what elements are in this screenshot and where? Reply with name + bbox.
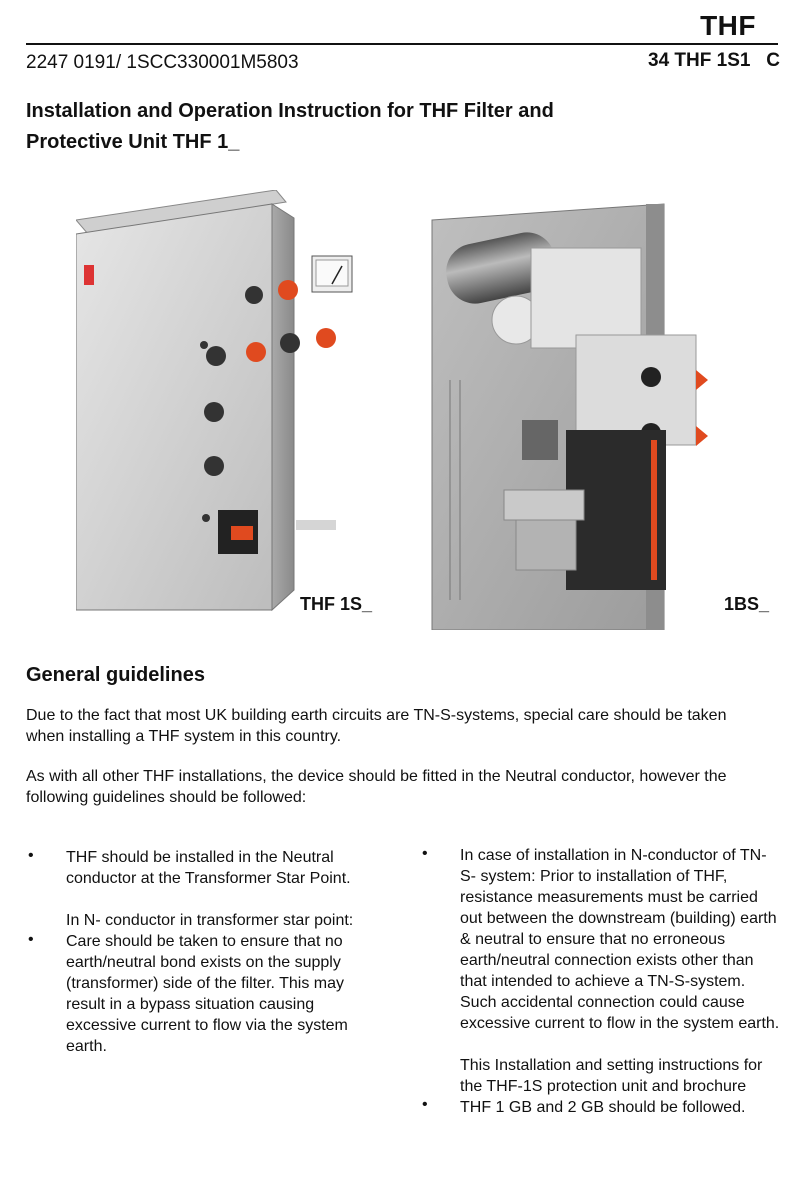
list-item: In case of installation in N-conductor of TN-S- system: Prior to installation of THF, resistance measurements must be carried out between the downstream (building) earth & neutral to ensure that no erroneous earth/neutral connection exists other than that intended to achieve a TN-S-system. Such accidental connection could cause excessive current to flow in the system earth. [460,847,780,1032]
list-item: THF should be installed in the Neutral conductor at the Transformer Star Point. [66,849,351,887]
page-title [26,96,666,158]
list-item: In N- conductor in transformer star point: Care should be taken to ensure that no earth/neutral bond exists on the supply (transformer) side of the filter. This may result in a bypass situation causing excessive current to flow via the system earth. [66,912,354,1055]
bullet-marker: • [28,931,34,948]
list-item: This Installation and setting instructions for the THF-1S protection unit and brochure THF 1 GB and 2 GB should be followed. [460,1057,763,1116]
thf-1s-enclosure [76,190,352,610]
caption-1bs: 1BS_ [724,594,770,614]
bullet-marker: • [28,847,34,864]
bullet-list-left [66,847,376,1078]
product-photo [76,190,781,630]
caption-thf-1s: THF 1S_ [300,594,373,614]
bullet-marker: • [422,1096,428,1113]
bullet-marker: • [422,845,428,862]
title-line-2: Protective Unit THF 1_ [26,131,240,153]
paragraph-2: As with all other THF installations, the device should be fitted in the Neutral conductor, however the following guidelines should be followed: [26,768,727,806]
section-heading: General guidelines [26,664,205,686]
paragraph-1: Due to the fact that most UK building earth circuits are TN-S-systems, special care should be taken when installing a THF system in this country. [26,707,727,745]
document-reference: 34 THF 1S1 C [648,50,780,71]
document-number: 2247 0191/ 1SCC330001M5803 [26,52,299,73]
title-line-1: Installation and Operation Instruction for THF Filter and [26,100,554,122]
header-rule [26,43,778,45]
brand-label: THF [700,10,756,41]
1bs-panel [432,204,708,630]
bullet-list-right [460,845,780,1139]
